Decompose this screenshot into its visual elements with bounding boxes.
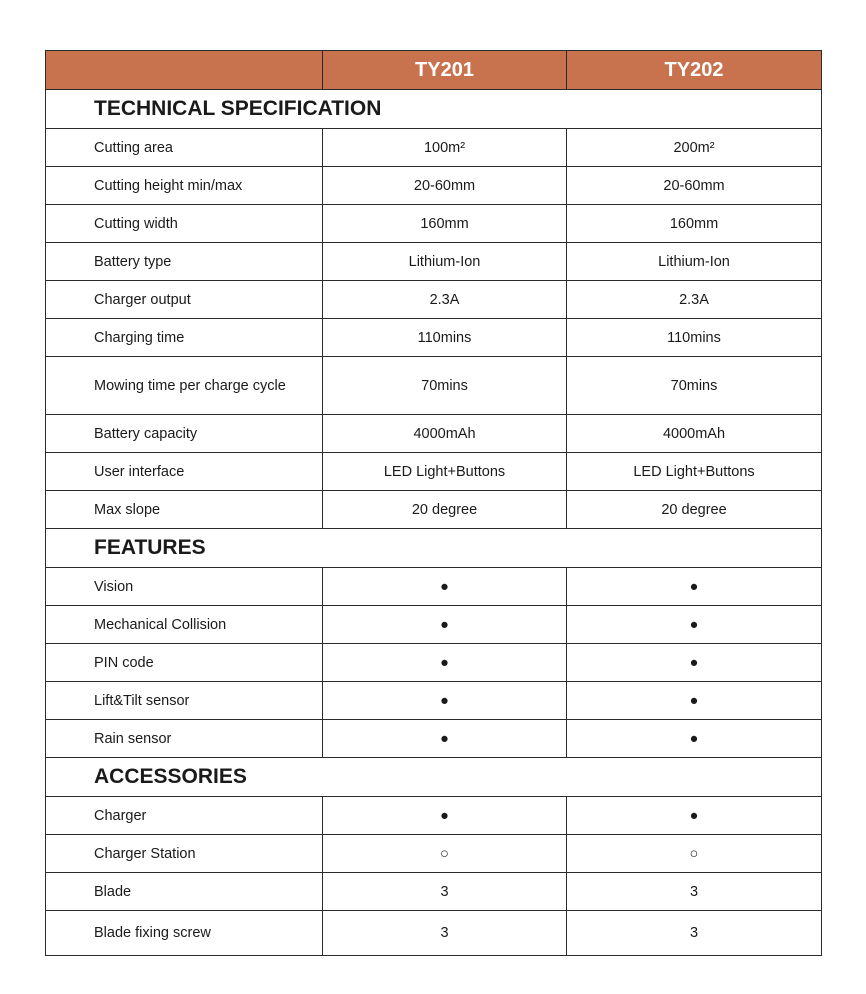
table-row [46,243,822,281]
row-label: Cutting area [46,129,323,167]
row-value-ty201: ● [323,644,567,682]
row-value-ty201: 100m² [323,129,567,167]
row-value-ty202: 70mins [567,357,822,415]
table-row [46,644,822,682]
row-label: Vision [46,568,323,606]
row-value-ty202: 200m² [567,129,822,167]
row-value-ty202: 110mins [567,319,822,357]
row-value-ty202: ● [567,606,822,644]
row-value-ty201: ● [323,797,567,835]
row-value-ty201: 2.3A [323,281,567,319]
row-label: Battery type [46,243,323,281]
row-label: Charging time [46,319,323,357]
row-value-ty202: LED Light+Buttons [567,453,822,491]
section-header-accessories [46,758,822,797]
row-label: Rain sensor [46,720,323,758]
table-row [46,491,822,529]
spec-table [45,50,822,956]
row-value-ty201: 20-60mm [323,167,567,205]
table-row [46,415,822,453]
row-value-ty201: 70mins [323,357,567,415]
table-row [46,797,822,835]
row-label: Charger output [46,281,323,319]
row-label: Lift&Tilt sensor [46,682,323,720]
row-label: Blade [46,873,323,911]
row-value-ty201: 160mm [323,205,567,243]
row-label: Blade fixing screw [46,911,323,956]
row-label: Cutting width [46,205,323,243]
row-label: Charger Station [46,835,323,873]
section-title-accessories: ACCESSORIES [46,758,822,797]
table-row [46,319,822,357]
row-label: Mechanical Collision [46,606,323,644]
row-value-ty202: 4000mAh [567,415,822,453]
section-title-technical: TECHNICAL SPECIFICATION [46,90,822,129]
row-value-ty201: ● [323,606,567,644]
row-value-ty201: 20 degree [323,491,567,529]
row-value-ty201: 3 [323,911,567,956]
table-row [46,873,822,911]
row-value-ty202: ● [567,568,822,606]
row-label: Mowing time per charge cycle [46,357,323,415]
header-model-ty201: TY201 [323,51,567,90]
table-row [46,205,822,243]
table-row [46,911,822,956]
row-value-ty202: 20 degree [567,491,822,529]
row-value-ty201: 4000mAh [323,415,567,453]
header-row [46,51,822,90]
row-value-ty202: ● [567,644,822,682]
row-value-ty202: 3 [567,873,822,911]
row-value-ty201: ● [323,568,567,606]
row-value-ty201: ○ [323,835,567,873]
row-value-ty202: ● [567,797,822,835]
section-title-features: FEATURES [46,529,822,568]
table-row [46,606,822,644]
row-label: Battery capacity [46,415,323,453]
row-value-ty201: 3 [323,873,567,911]
row-label: Cutting height min/max [46,167,323,205]
row-label: Charger [46,797,323,835]
row-value-ty202: Lithium-Ion [567,243,822,281]
table-row [46,129,822,167]
table-row [46,281,822,319]
table-row [46,357,822,415]
table-row [46,682,822,720]
table-row [46,720,822,758]
row-value-ty202: 160mm [567,205,822,243]
row-value-ty201: ● [323,682,567,720]
row-value-ty202: 2.3A [567,281,822,319]
row-value-ty202: ● [567,682,822,720]
row-value-ty201: 110mins [323,319,567,357]
row-label: Max slope [46,491,323,529]
table-row [46,835,822,873]
table-row [46,167,822,205]
row-value-ty202: 20-60mm [567,167,822,205]
row-label: User interface [46,453,323,491]
row-value-ty202: ○ [567,835,822,873]
table-row [46,568,822,606]
row-value-ty202: ● [567,720,822,758]
table-row [46,453,822,491]
row-value-ty201: LED Light+Buttons [323,453,567,491]
header-blank-cell [46,51,323,90]
row-label: PIN code [46,644,323,682]
row-value-ty201: ● [323,720,567,758]
section-header-features [46,529,822,568]
row-value-ty201: Lithium-Ion [323,243,567,281]
header-model-ty202: TY202 [567,51,822,90]
section-header-technical [46,90,822,129]
row-value-ty202: 3 [567,911,822,956]
